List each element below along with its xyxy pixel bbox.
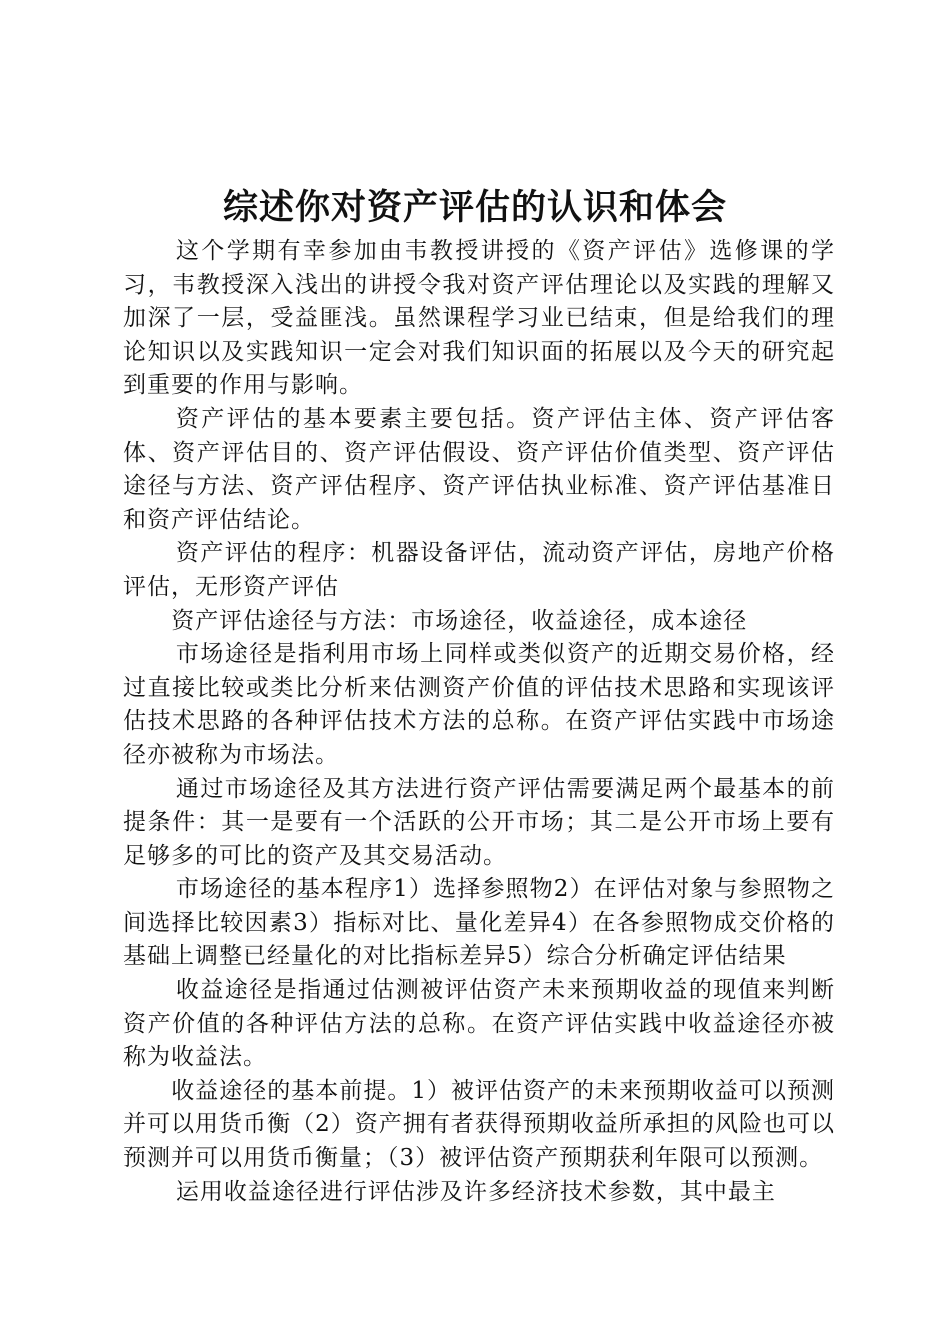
paragraph-procedures: 资产评估的程序：机器设备评估，流动资产评估，房地产价格评估，无形资产评估	[123, 540, 835, 600]
paragraph-approaches: 资产评估途径与方法：市场途径，收益途径，成本途径	[171, 607, 748, 634]
paragraph-income-parameters: 运用收益途径进行评估涉及许多经济技术参数，其中最主	[175, 1178, 776, 1205]
document-title: 综述你对资产评估的认识和体会	[222, 187, 727, 228]
paragraph-market-approach: 市场途径是指利用市场上同样或类似资产的近期交易价格，经过直接比较或类比分析来估测资产价值的评估技术思路和实现该评估技术思路的各种评估技术方法的总称。在资产评估实践中市场途径亦被称为市场法。	[123, 641, 835, 768]
paragraph-market-prerequisites: 通过市场途径及其方法进行资产评估需要满足两个最基本的前提条件：其一是要有一个活跃的公开市场；其二是公开市场上要有足够多的可比的资产及其交易活动。	[123, 775, 835, 869]
paragraph-market-steps: 市场途径的基本程序1）选择参照物2）在评估对象与参照物之间选择比较因素3）指标对比、量化差异4）在各参照物成交价格的基础上调整已经量化的对比指标差异5）综合分析确定评估结果	[123, 876, 835, 970]
paragraph-income-prerequisites: 收益途径的基本前提。1）被评估资产的未来预期收益可以预测并可以用货币衡（2）资产拥有者获得预期收益所承担的风险也可以预测并可以用货币衡量；（3）被评估资产预期获利年限可以预测。	[123, 1077, 835, 1172]
document-body	[123, 235, 835, 1209]
paragraph-income-approach: 收益途径是指通过估测被评估资产未来预期收益的现值来判断资产价值的各种评估方法的总称。在资产评估实践中收益途径亦被称为收益法。	[123, 977, 835, 1071]
paragraph-basic-elements: 资产评估的基本要素主要包括。资产评估主体、资产评估客体、资产评估目的、资产评估假设、资产评估价值类型、资产评估途径与方法、资产评估程序、资产评估执业标准、资产评估基准日和资产评估结论。	[123, 405, 835, 533]
paragraph-intro: 这个学期有幸参加由韦教授讲授的《资产评估》选修课的学习，韦教授深入浅出的讲授令我对资产评估理论以及实践的理解又加深了一层，受益匪浅。虽然课程学习业已结束，但是给我们的理论知识以及实践知识一定会对我们知识面的拓展以及今天的研究起到重要的作用与影响。	[123, 238, 835, 399]
